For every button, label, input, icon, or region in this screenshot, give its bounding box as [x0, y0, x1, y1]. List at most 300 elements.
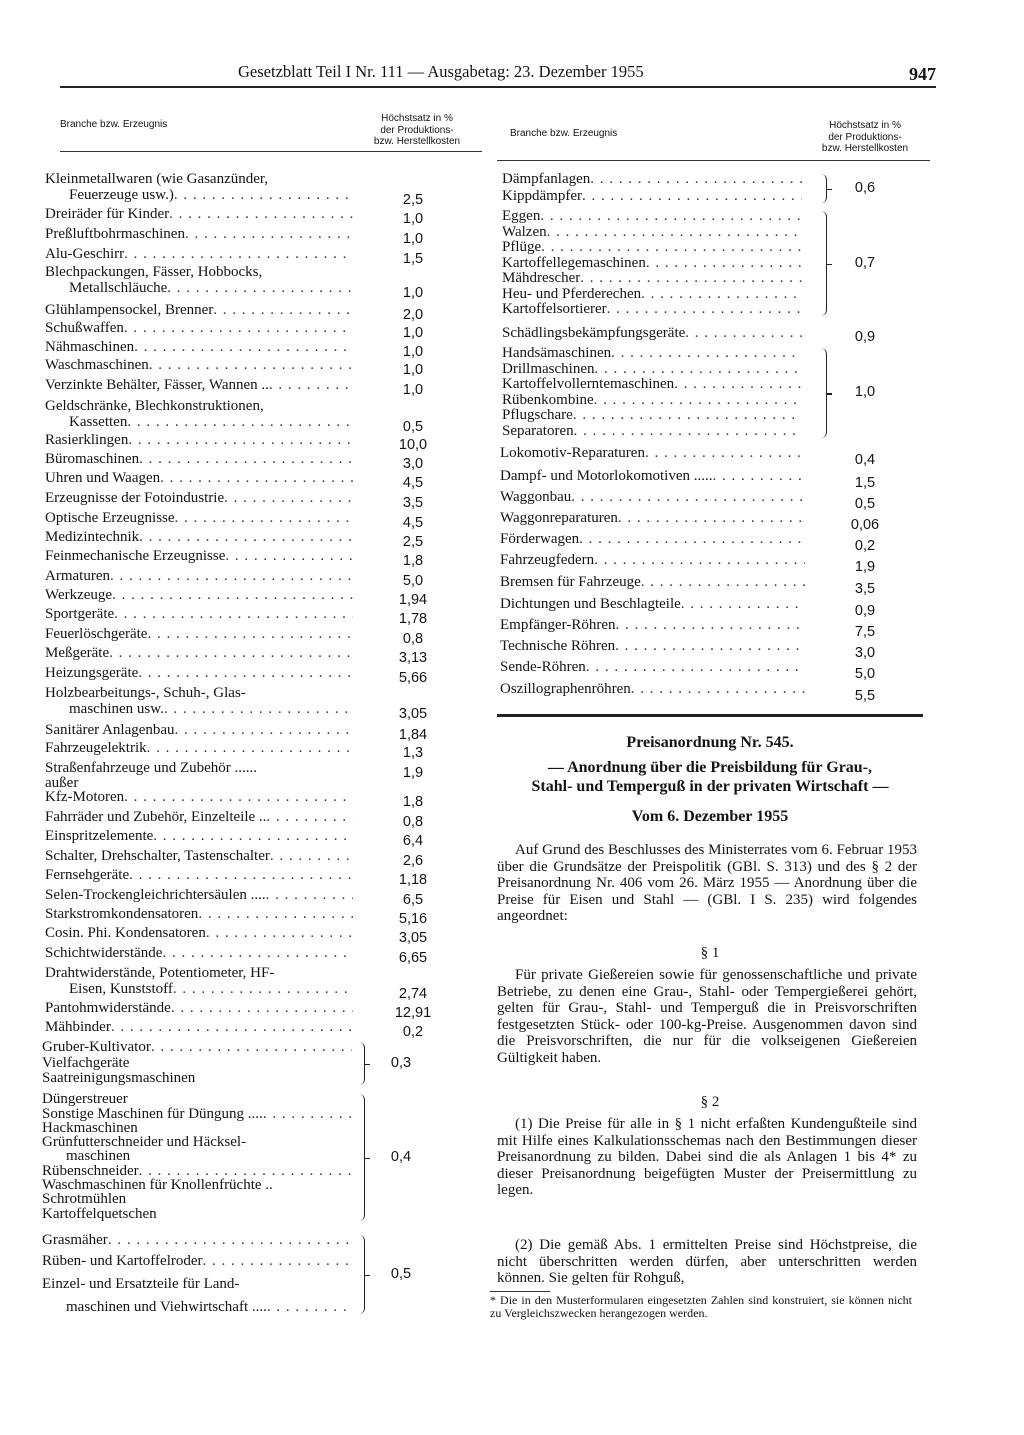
group-brace: [358, 1094, 365, 1221]
leader-dots: [160, 471, 353, 486]
list-item-value: 1,8: [402, 553, 424, 569]
item-label: Waggonreparaturen: [500, 510, 618, 526]
list-item-value: 0,9: [854, 603, 876, 619]
leader-dots: [547, 225, 802, 240]
leader-dots: [124, 790, 353, 805]
rate-header-line: bzw. Herstellkosten: [373, 136, 461, 147]
list-item-value: 2,6: [402, 853, 424, 869]
leader-dots: [685, 326, 802, 341]
ordinance-title: Preisanordnung Nr. 545.: [626, 734, 794, 751]
list-item-label-cont: [69, 702, 353, 717]
item-label: Preßluftbohrmaschinen: [45, 226, 185, 242]
leader-dots: [162, 946, 353, 961]
list-item-label: [45, 810, 353, 825]
list-item-value: 0,2: [854, 538, 876, 554]
item-label: Walzen: [502, 224, 547, 240]
rate-header-line: Höchstsatz in %: [829, 120, 901, 131]
list-item-value: 0,5: [854, 496, 876, 512]
item-label: Selen-Trockengleichrichtersäulen ....: [45, 887, 266, 903]
leader-dots: [111, 1020, 353, 1035]
list-item-label: [45, 888, 353, 903]
list-item-label: [500, 446, 805, 461]
item-label: Schichtwiderstände: [45, 945, 163, 961]
list-item-value: 3,0: [854, 645, 876, 661]
leader-dots: [594, 553, 805, 568]
list-item-label: [500, 575, 805, 590]
list-item-label-cont: [69, 982, 353, 997]
list-item-label: Kleinmetallwaren (wie Gasanzünder,: [45, 171, 269, 187]
section-rule: [497, 714, 923, 717]
list-item-value: 1,9: [854, 559, 876, 575]
item-label: Bremsen für Fahrzeuge: [500, 574, 641, 590]
list-item-value: 0,06: [850, 517, 880, 533]
item-label: Mähbinder: [45, 1019, 111, 1035]
intro-text: Auf Grund des Beschlusses des Ministerrates vom 6. Februar 1953 über die Grundsätze der Preispolitik (GBl. S. 313) und des § 2 der Preisanordnung Nr. 406 vom 26. März 1955 — Anordnung über die Preise für Eisen und Stahl — (GBl. I S. 235) wird folgendes angeordnet:: [497, 842, 917, 924]
list-item-value: 2,74: [398, 986, 428, 1002]
group-item-label: Vielfachgeräte: [42, 1055, 130, 1071]
group-item-label: [502, 225, 802, 240]
list-item-value: 1,78: [398, 611, 428, 627]
item-label: Nähmaschinen: [45, 339, 135, 355]
list-item-label: [45, 549, 353, 564]
item-label: maschinen usw.: [69, 701, 164, 717]
list-item-label: [45, 340, 353, 355]
list-item-value: 1,0: [402, 231, 424, 247]
list-item-label: [45, 868, 353, 883]
group-item-label: [502, 326, 802, 341]
leader-dots: [169, 207, 353, 222]
group-item-label: [502, 346, 802, 361]
list-item-value: 1,0: [402, 344, 424, 360]
item-label: Cosin. Phi. Kondensatoren: [45, 925, 206, 941]
list-item-label: [45, 569, 353, 584]
item-label: Verzinkte Behälter, Fässer, Wannen ..: [45, 377, 269, 393]
list-item-label: [45, 433, 353, 448]
leader-dots: [127, 415, 353, 430]
left-rate-header: [352, 113, 482, 148]
leader-dots: [674, 377, 802, 392]
item-label: Separatoren: [502, 423, 574, 439]
leader-dots: [607, 302, 802, 317]
list-item-label-cont: [69, 188, 353, 203]
leader-dots: [681, 597, 805, 612]
item-label: Uhren und Waagen: [45, 470, 161, 486]
leader-dots: [167, 281, 353, 296]
list-item-label: [500, 618, 805, 633]
rate-header-line: der Produktions-: [828, 131, 902, 143]
list-item-label: [45, 588, 353, 603]
group-value: 0,4: [390, 1149, 412, 1165]
list-item-value: 3,05: [398, 706, 428, 722]
list-item-label: [45, 741, 353, 756]
list-item-value: 1,0: [402, 211, 424, 227]
item-label: Eisen, Kunststoff: [69, 981, 173, 997]
header-rule: [60, 86, 936, 88]
leader-dots: [110, 569, 353, 584]
item-label: Starkstromkondensatoren: [45, 906, 199, 922]
item-label: Einspritzelemente: [45, 828, 154, 844]
list-item-value: 5,5: [854, 688, 876, 704]
item-label: Metallschläuche: [69, 280, 168, 296]
item-label: Meßgeräte: [45, 645, 110, 661]
item-label: Rübenschneider: [42, 1163, 139, 1179]
item-label: Fahrräder und Zubehör, Einzelteile ..: [45, 809, 267, 825]
group-item-label: Kartoffelquetschen: [42, 1206, 157, 1222]
leader-dots: [646, 256, 802, 271]
group-item-label: [42, 1254, 352, 1269]
leader-dots: [153, 829, 353, 844]
section-2-title: § 2: [700, 1094, 720, 1110]
group-item-label: [502, 287, 802, 302]
left-branch-header: Branche bzw. Erzeugnis: [60, 119, 168, 130]
item-label: Werkzeuge: [45, 587, 113, 603]
list-item-label: [45, 452, 353, 467]
item-label: Pantohmwiderstände: [45, 1000, 171, 1016]
list-item-label: [45, 227, 353, 242]
group-item-label: [502, 189, 802, 204]
rate-header-line: der Produktions-: [380, 124, 454, 136]
list-item-label: [45, 723, 353, 738]
item-label: Rasierklingen: [45, 432, 129, 448]
group-value: 1,0: [854, 384, 876, 400]
rate-header-line: Höchstsatz in %: [381, 113, 453, 124]
group-brace: [820, 348, 827, 438]
item-label: Optische Erzeugnisse: [45, 510, 175, 526]
list-item-label: [500, 511, 805, 526]
item-label: Dämpfanlagen: [502, 171, 591, 187]
leader-dots: [267, 1300, 352, 1315]
leader-dots: [574, 424, 802, 439]
list-item-label: [45, 207, 353, 222]
item-label: Sonstige Maschinen für Düngung ....: [42, 1106, 263, 1122]
list-item-label: [500, 597, 805, 612]
section-1-title: § 1: [700, 945, 720, 961]
group-item-label: [502, 408, 802, 423]
leader-dots: [641, 575, 805, 590]
list-item-label: Holzbearbeitungs-, Schuh-, Glas-: [45, 685, 246, 701]
list-item-label: [45, 926, 353, 941]
leader-dots: [171, 1001, 353, 1016]
group-value: 0,5: [390, 1266, 412, 1282]
leader-dots: [224, 491, 353, 506]
leader-dots: [571, 490, 805, 505]
leader-dots: [174, 188, 353, 203]
group-item-label: Waschmaschinen für Knollenfrüchte ..: [42, 1177, 273, 1193]
leader-dots: [573, 408, 802, 423]
list-item-label: Straßenfahrzeuge und Zubehör ......: [45, 760, 258, 776]
section-1-body: Für private Gießereien sowie für genossenschaftliche und private Betriebe, zu denen eine Grau-, Stahl- oder Tempergießerei gehört, gelten für Grau-, Stahl- und Temperguß die in Preisvorschriften festgesetzten Stück- oder 100-kg-Preise. Ausgenommen davon sind die Preisvorschriften, die nur für die volkseigenen Gießereien Gültigkeit haben.: [497, 967, 917, 1066]
item-label: Dreiräder für Kinder: [45, 206, 170, 222]
leader-dots: [185, 227, 353, 242]
leader-dots: [616, 618, 806, 633]
item-label: Fahrzeugfedern: [500, 552, 595, 568]
item-label: Feuerlöschgeräte: [45, 626, 148, 642]
item-label: Kassetten: [69, 414, 128, 430]
item-label: Feuerzeuge usw.): [69, 187, 174, 203]
item-label: Rübenkombine: [502, 392, 594, 408]
item-label: Pflüge: [502, 239, 542, 255]
leader-dots: [114, 607, 353, 622]
item-label: Büromaschinen: [45, 451, 140, 467]
list-item-label: [45, 946, 353, 961]
leader-dots: [175, 511, 353, 526]
leader-dots: [139, 530, 353, 545]
item-label: Feinmechanische Erzeugnisse: [45, 548, 226, 564]
leader-dots: [213, 303, 353, 318]
item-label: Kartoffellegemaschinen: [502, 255, 646, 271]
group-item-label: [66, 1300, 352, 1315]
list-item-label: [45, 247, 353, 262]
item-label: Sanitärer Anlagenbau: [45, 722, 175, 738]
group-item-label: [502, 362, 802, 377]
leader-dots: [579, 532, 805, 547]
group-item-label: maschinen: [66, 1148, 131, 1164]
list-item-value: 6,4: [402, 833, 424, 849]
list-item-label: [500, 660, 805, 675]
item-label: Eggen: [502, 208, 541, 224]
group-item-label: [502, 271, 802, 286]
list-item-label: [500, 553, 805, 568]
group-item-label: Grünfutterschneider und Häcksel-: [42, 1134, 247, 1150]
leader-dots: [712, 469, 805, 484]
list-item-label: [500, 490, 805, 505]
right-header-rule: [497, 160, 930, 161]
list-item-value: 7,5: [854, 624, 876, 640]
footnote-rule: [490, 1291, 550, 1292]
leader-dots: [147, 627, 353, 642]
list-item-label: [500, 639, 805, 654]
list-item-value: 1,0: [402, 382, 424, 398]
list-item-value: 2,0: [402, 307, 424, 323]
page-header: [60, 62, 936, 86]
list-item-value: 1,3: [402, 745, 424, 761]
leader-dots: [263, 1107, 352, 1122]
list-item-value: 0,4: [854, 452, 876, 468]
item-label: Oszillographenröhren: [500, 681, 631, 697]
item-label: Pflugschare: [502, 407, 573, 423]
list-item-label: [45, 378, 353, 393]
group-item-label: [502, 256, 802, 271]
leader-dots: [594, 362, 802, 377]
list-item-label: [45, 511, 353, 526]
item-label: Heu- und Pferderechen: [502, 286, 642, 302]
list-item-value: 0,8: [402, 631, 424, 647]
list-item-label: [45, 790, 353, 805]
leader-dots: [128, 433, 353, 448]
leader-dots: [540, 209, 802, 224]
list-item-value: 1,94: [398, 592, 428, 608]
list-item-label: [45, 607, 353, 622]
list-item-label: [45, 303, 353, 318]
group-item-label: [502, 209, 802, 224]
leader-dots: [580, 271, 802, 286]
ordinance-date: Vom 6. Dezember 1955: [631, 808, 789, 825]
leader-dots: [175, 723, 353, 738]
leader-dots: [590, 172, 802, 187]
item-label: Mähdrescher: [502, 270, 581, 286]
leader-dots: [206, 926, 353, 941]
list-item-value: 0,8: [402, 814, 424, 830]
list-item-label: [45, 829, 353, 844]
leader-dots: [173, 982, 353, 997]
leader-dots: [147, 741, 353, 756]
section-2-para-1: [497, 1116, 917, 1199]
section-2-para-1-body: (1) Die Preise für alle in § 1 nicht erfaßten Kundengußteile sind mit Hilfe eines Kalkulationsschemas nach den Bestimmungen dieser Preisanordnung zu bilden. Dabei sind die als Anlagen 1 bis 4* zu dieser Preisanordnung beigefügten Muster der Preisermittlung zu legen.: [497, 1116, 917, 1198]
leader-dots: [138, 666, 353, 681]
list-item-label: [45, 358, 353, 373]
list-item-value: 3,5: [854, 581, 876, 597]
section-1-text: [497, 967, 917, 1066]
leader-dots: [266, 888, 353, 903]
group-value: 0,6: [854, 180, 876, 196]
leader-dots: [149, 358, 353, 373]
leader-dots: [270, 849, 353, 864]
leader-dots: [198, 907, 353, 922]
item-label: Dampf- und Motorlokomotiven .....: [500, 468, 713, 484]
section-2-para-2: [497, 1237, 917, 1287]
list-item-label: [45, 1001, 353, 1016]
list-item-value: 6,5: [402, 892, 424, 908]
leader-dots: [109, 646, 353, 661]
list-item-label: [45, 627, 353, 642]
item-label: Förderwagen: [500, 531, 580, 547]
list-item-value: 5,0: [854, 666, 876, 682]
list-item-label: [45, 666, 353, 681]
ordinance-intro: [497, 842, 917, 925]
group-item-label: [502, 377, 802, 392]
group-item-label: [502, 240, 802, 255]
list-item-label: [45, 491, 353, 506]
list-item-value: 0,2: [402, 1024, 424, 1040]
page-number: 947: [909, 64, 936, 84]
item-label: Glühlampensockel, Brenner: [45, 302, 214, 318]
list-item-value: 1,0: [402, 362, 424, 378]
group-item-label: [42, 1233, 352, 1248]
right-branch-header: Branche bzw. Erzeugnis: [510, 128, 618, 139]
group-value: 0,9: [854, 329, 876, 345]
leader-dots: [134, 340, 353, 355]
list-item-label: [45, 646, 353, 661]
list-item-label-cont: außer: [45, 775, 79, 791]
group-brace: [820, 211, 827, 316]
leader-dots: [618, 511, 805, 526]
list-item-label: [45, 1020, 353, 1035]
leader-dots: [124, 247, 353, 262]
group-item-label: Hackmaschinen: [42, 1120, 138, 1136]
list-item-value: 4,5: [402, 475, 424, 491]
leader-dots: [269, 378, 353, 393]
leader-dots: [108, 1233, 352, 1248]
list-item-value: 5,16: [398, 911, 428, 927]
header-title: Gesetzblatt Teil I Nr. 111 — Ausgabetag: 23. Dezember 1955: [238, 62, 644, 81]
left-header-rule: [60, 151, 482, 152]
leader-dots: [594, 393, 802, 408]
item-label: Dichtungen und Beschlagteile: [500, 596, 681, 612]
list-item-value: 3,0: [402, 456, 424, 472]
group-item-label: [502, 172, 802, 187]
list-item-value: 1,84: [398, 727, 428, 743]
list-item-label: Drahtwiderstände, Potentiometer, HF-: [45, 965, 275, 981]
list-item-value: 2,5: [402, 534, 424, 550]
list-item-value: 1,5: [402, 251, 424, 267]
list-item-value: 1,0: [402, 285, 424, 301]
footnote: * Die in den Musterformularen eingesetzten Zahlen sind konstruiert, sie können nicht zu Vergleichszwecken herangezogen werden.: [490, 1293, 912, 1320]
leader-dots: [112, 588, 353, 603]
item-label: Fernsehgeräte: [45, 867, 130, 883]
list-item-value: 0,5: [402, 419, 424, 435]
item-label: Technische Röhren: [500, 638, 616, 654]
list-item-label-cont: [69, 415, 353, 430]
list-item-value: 5,0: [402, 573, 424, 589]
section-2-para-2-body: (2) Die gemäß Abs. 1 ermittelten Preise sind Höchstpreise, die nicht überschritten werden dürfen, aber unterschritten werden können. Sie gelten für Rohguß,: [497, 1237, 917, 1286]
group-brace: [358, 1235, 365, 1314]
leader-dots: [225, 549, 353, 564]
item-label: Sende-Röhren: [500, 659, 586, 675]
leader-dots: [611, 346, 802, 361]
right-rate-header: [800, 120, 930, 155]
leader-dots: [129, 868, 353, 883]
item-label: Heizungsgeräte: [45, 665, 139, 681]
list-item-value: 2,5: [402, 192, 424, 208]
ordinance-subtitle-1: — Anordnung über die Preisbildung für Grau-,: [547, 759, 873, 776]
item-label: Rüben- und Kartoffelroder: [42, 1253, 203, 1269]
item-label: Sportgeräte: [45, 606, 115, 622]
item-label: Waschmaschinen: [45, 357, 149, 373]
item-label: Armaturen: [45, 568, 110, 584]
group-item-label: [502, 302, 802, 317]
item-label: Empfänger-Röhren: [500, 617, 616, 633]
list-item-value: 12,91: [394, 1005, 432, 1021]
group-item-label: Saatreinigungsmaschinen: [42, 1070, 196, 1086]
leader-dots: [645, 446, 805, 461]
list-item-value: 5,66: [398, 670, 428, 686]
list-item-value: 1,0: [402, 325, 424, 341]
group-brace: [820, 174, 827, 203]
ordinance-subtitle-2: Stahl- und Temperguß in der privaten Wirtschaft —: [531, 778, 889, 795]
list-item-value: 6,65: [398, 950, 428, 966]
leader-dots: [266, 810, 353, 825]
item-label: maschinen und Viehwirtschaft ....: [66, 1299, 267, 1315]
group-item-label: [502, 393, 802, 408]
list-item-label-cont: [69, 281, 353, 296]
list-item-value: 1,9: [402, 765, 424, 781]
list-item-value: 10,0: [398, 437, 428, 453]
leader-dots: [615, 639, 805, 654]
item-label: Drillmaschinen: [502, 361, 595, 377]
list-item-label: [500, 469, 805, 484]
list-item-value: 3,13: [398, 650, 428, 666]
item-label: Schalter, Drehschalter, Tastenschalter: [45, 848, 270, 864]
list-item-value: 1,18: [398, 872, 428, 888]
leader-dots: [631, 682, 805, 697]
leader-dots: [151, 1040, 352, 1055]
item-label: Grasmäher: [42, 1232, 108, 1248]
list-item-label: [500, 532, 805, 547]
item-label: Schußwaffen: [45, 320, 124, 336]
item-label: Handsämaschinen: [502, 345, 612, 361]
list-item-label: Geldschränke, Blechkonstruktionen,: [45, 398, 264, 414]
group-item-label: [502, 424, 802, 439]
list-item-value: 3,5: [402, 495, 424, 511]
group-item-label: [42, 1040, 352, 1055]
list-item-label: Blechpackungen, Fässer, Hobbocks,: [45, 264, 263, 280]
item-label: Lokomotiv-Reparaturen: [500, 445, 645, 461]
item-label: Fahrzeugelektrik: [45, 740, 147, 756]
item-label: Kfz-Motoren: [45, 789, 125, 805]
leader-dots: [586, 660, 805, 675]
group-item-label: Einzel- und Ersatzteile für Land-: [42, 1276, 240, 1292]
leader-dots: [124, 321, 353, 336]
